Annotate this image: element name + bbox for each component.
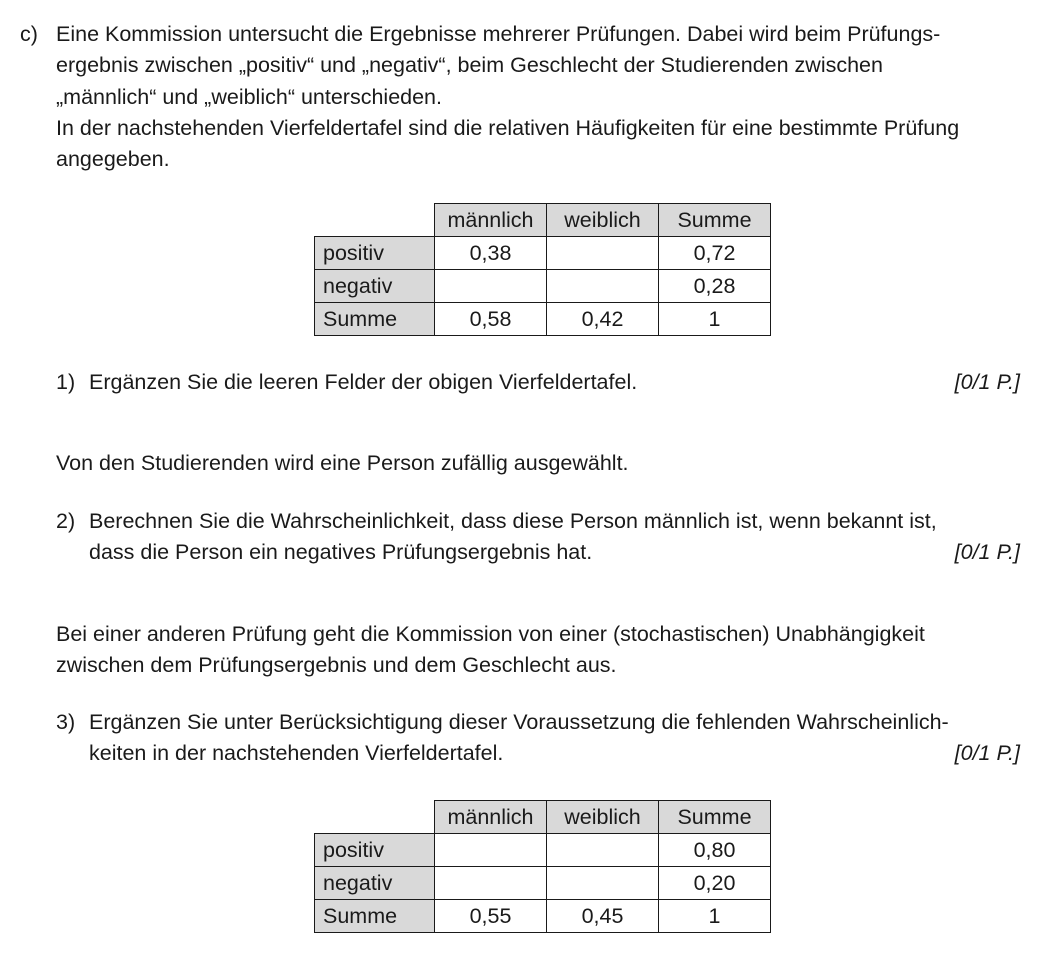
intro-line: In der nachstehenden Vierfeldertafel sind die relativen Häufigkeiten für eine bestimmte Prüfung <box>56 116 960 140</box>
context-line: Bei einer anderen Prüfung geht die Kommission von einer (stochastischen) Unabhängigkeit <box>56 622 925 646</box>
col-header-weiblich: weiblich <box>547 801 659 834</box>
table-cell: 0,20 <box>659 867 771 900</box>
task-text-line: dass die Person ein negatives Prüfungsergebnis hat. <box>89 540 593 564</box>
points-label: [0/1 P.] <box>954 741 1020 765</box>
table-row <box>315 270 771 303</box>
task-text-line: keiten in der nachstehenden Vierfeldertafel. <box>89 741 504 765</box>
row-header-negativ: negativ <box>315 270 435 303</box>
table-cell-empty <box>547 270 659 303</box>
table-corner <box>315 204 435 237</box>
table-row <box>315 834 771 867</box>
table-cell: 0,72 <box>659 237 771 270</box>
table-header-row <box>315 801 771 834</box>
table-cell: 0,55 <box>435 900 547 933</box>
table-cell: 1 <box>659 303 771 336</box>
table-cell: 0,42 <box>547 303 659 336</box>
table-cell-empty <box>547 867 659 900</box>
task-text-line: Ergänzen Sie unter Berücksichtigung dieser Voraussetzung die fehlenden Wahrscheinlich- <box>89 710 949 734</box>
row-header-positiv: positiv <box>315 834 435 867</box>
table-row <box>315 867 771 900</box>
row-header-summe: Summe <box>315 303 435 336</box>
contingency-table-1 <box>314 203 771 336</box>
intro-line: Eine Kommission untersucht die Ergebnisse mehrerer Prüfungen. Dabei wird beim Prüfungs- <box>56 22 941 46</box>
intro-line: angegeben. <box>56 147 170 171</box>
table-row <box>315 303 771 336</box>
table-cell: 0,45 <box>547 900 659 933</box>
row-header-negativ: negativ <box>315 867 435 900</box>
table-cell-empty <box>435 834 547 867</box>
task-text: Ergänzen Sie die leeren Felder der obigen Vierfeldertafel. <box>89 370 638 394</box>
row-header-summe: Summe <box>315 900 435 933</box>
col-header-maennlich: männlich <box>435 204 547 237</box>
table-cell-empty <box>435 867 547 900</box>
table-cell: 0,58 <box>435 303 547 336</box>
contingency-table-2 <box>314 800 771 933</box>
table-cell-empty <box>547 834 659 867</box>
row-header-positiv: positiv <box>315 237 435 270</box>
points-label: [0/1 P.] <box>954 370 1020 394</box>
col-header-weiblich: weiblich <box>547 204 659 237</box>
task-number: 3) <box>56 710 76 734</box>
table-corner <box>315 801 435 834</box>
table-cell: 1 <box>659 900 771 933</box>
table-cell: 0,28 <box>659 270 771 303</box>
table-header-row <box>315 204 771 237</box>
points-label: [0/1 P.] <box>954 540 1020 564</box>
table-cell-empty <box>435 270 547 303</box>
table-cell: 0,38 <box>435 237 547 270</box>
col-header-summe: Summe <box>659 801 771 834</box>
table-row <box>315 900 771 933</box>
col-header-maennlich: männlich <box>435 801 547 834</box>
table-row <box>315 237 771 270</box>
task-number: 2) <box>56 509 76 533</box>
table-cell-empty <box>547 237 659 270</box>
context-line: zwischen dem Prüfungsergebnis und dem Geschlecht aus. <box>56 653 617 677</box>
part-label: c) <box>20 22 38 46</box>
context-text: Von den Studierenden wird eine Person zufällig ausgewählt. <box>56 451 629 475</box>
table-cell: 0,80 <box>659 834 771 867</box>
intro-line: „männlich“ und „weiblich“ unterschieden. <box>56 85 442 109</box>
task-number: 1) <box>56 370 76 394</box>
col-header-summe: Summe <box>659 204 771 237</box>
task-text-line: Berechnen Sie die Wahrscheinlichkeit, dass diese Person männlich ist, wenn bekannt ist, <box>89 509 937 533</box>
intro-line: ergebnis zwischen „positiv“ und „negativ“, beim Geschlecht der Studierenden zwischen <box>56 53 883 77</box>
